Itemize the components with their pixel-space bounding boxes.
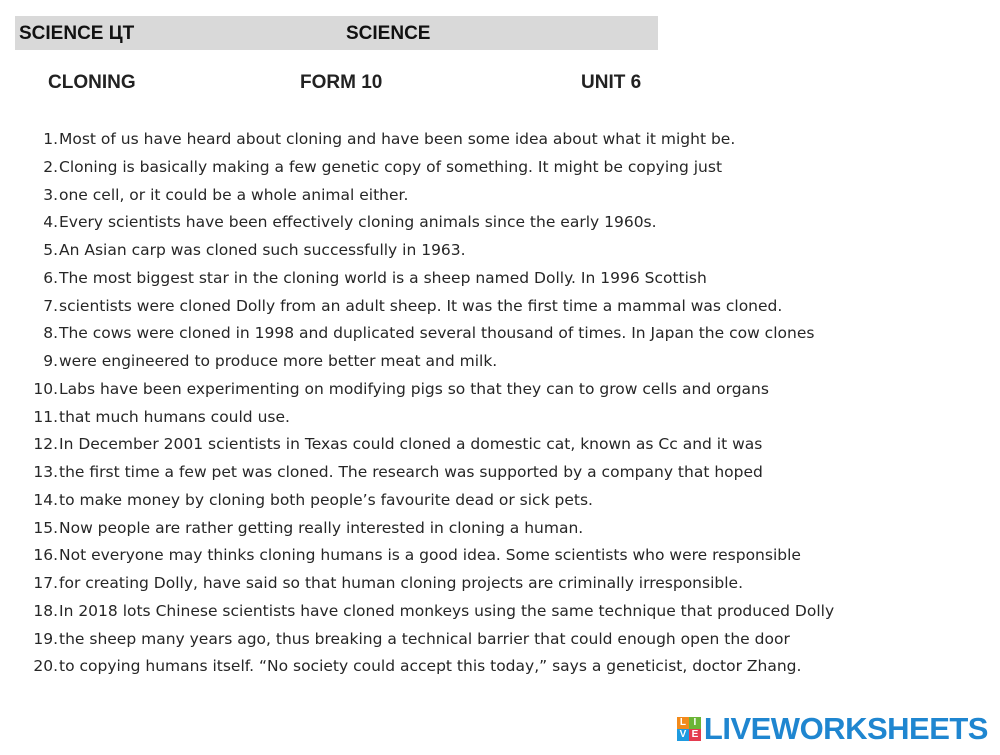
text-line[interactable] xyxy=(22,626,790,654)
unit-label: UNIT 6 xyxy=(581,72,642,93)
line-text: scientists were cloned Dolly from an adult sheep. It was the first time a mammal was cloned. xyxy=(59,296,783,315)
text-line[interactable] xyxy=(22,293,783,321)
text-line[interactable] xyxy=(22,404,290,432)
line-number: 16. xyxy=(33,546,58,565)
line-number: 1. xyxy=(43,130,58,148)
line-text: Every scientists have been effectively cloning animals since the early 1960s. xyxy=(59,213,657,232)
text-line[interactable] xyxy=(22,126,736,154)
line-text: that much humans could use. xyxy=(59,407,290,426)
line-number: 11. xyxy=(33,407,58,426)
line-number: 8. xyxy=(43,324,58,343)
text-line[interactable] xyxy=(22,154,723,182)
line-text: to copying humans itself. “No society could accept this today,” says a geneticist, doctor Zhang. xyxy=(59,657,802,676)
text-line[interactable] xyxy=(22,570,743,598)
text-line[interactable] xyxy=(22,265,707,293)
text-line[interactable] xyxy=(22,431,763,459)
logo-wordmark: LIVEWORKSHEETS xyxy=(703,711,988,746)
text-line[interactable] xyxy=(22,542,801,570)
topic-label: CLONING xyxy=(48,72,136,93)
line-text: Cloning is basically making a few genetic copy of something. It might be copying just xyxy=(59,157,723,176)
subject-title: SCIENCE ЦТ xyxy=(19,23,135,44)
text-line[interactable] xyxy=(22,320,815,348)
text-line[interactable] xyxy=(22,653,802,681)
line-text: for creating Dolly, have said so that human cloning projects are criminally irresponsible. xyxy=(59,574,743,592)
line-text: The most biggest star in the cloning world is a sheep named Dolly. In 1996 Scottish xyxy=(59,268,707,287)
badge-letter: V xyxy=(677,729,689,741)
line-text: one cell, or it could be a whole animal either. xyxy=(59,185,409,204)
line-number: 17. xyxy=(33,574,58,592)
line-number: 6. xyxy=(43,268,58,287)
live-badge-icon xyxy=(677,717,701,741)
line-number: 3. xyxy=(43,185,58,204)
line-number: 7. xyxy=(43,296,58,315)
line-number: 14. xyxy=(33,490,58,509)
badge-letter: I xyxy=(689,717,701,729)
line-text: were engineered to produce more better meat and milk. xyxy=(59,352,498,370)
line-text: the first time a few pet was cloned. The research was supported by a company that hoped xyxy=(59,463,763,481)
line-text: In 2018 lots Chinese scientists have cloned monkeys using the same technique that produced Dolly xyxy=(59,601,835,620)
header-bar xyxy=(15,16,658,50)
line-text: An Asian carp was cloned such successfully in 1963. xyxy=(59,241,466,259)
subject-title-center: SCIENCE xyxy=(346,23,431,44)
text-line[interactable] xyxy=(22,376,769,404)
line-text: The cows were cloned in 1998 and duplicated several thousand of times. In Japan the cow clones xyxy=(59,324,815,343)
line-number: 9. xyxy=(43,352,58,370)
line-number: 20. xyxy=(33,657,58,676)
text-line[interactable] xyxy=(22,459,763,487)
badge-letter: E xyxy=(689,729,701,741)
line-number: 19. xyxy=(33,629,58,648)
numbered-text-list xyxy=(22,126,835,681)
line-number: 5. xyxy=(43,241,58,259)
text-line[interactable] xyxy=(22,515,584,543)
line-number: 10. xyxy=(33,379,58,398)
line-text: Now people are rather getting really interested in cloning a human. xyxy=(59,518,584,537)
line-number: 12. xyxy=(33,435,58,454)
line-number: 2. xyxy=(43,157,58,176)
liveworksheets-logo[interactable] xyxy=(677,713,988,745)
line-text: Labs have been experimenting on modifying pigs so that they can to grow cells and organs xyxy=(59,379,769,398)
text-line[interactable] xyxy=(22,348,498,376)
line-number: 4. xyxy=(43,213,58,232)
text-line[interactable] xyxy=(22,598,835,626)
line-number: 15. xyxy=(33,518,58,537)
line-number: 13. xyxy=(33,463,58,481)
line-text: to make money by cloning both people’s favourite dead or sick pets. xyxy=(59,490,593,509)
line-text: the sheep many years ago, thus breaking a technical barrier that could enough open the door xyxy=(59,629,790,648)
text-line[interactable] xyxy=(22,237,466,265)
line-number: 18. xyxy=(33,601,58,620)
text-line[interactable] xyxy=(22,182,409,210)
form-label: FORM 10 xyxy=(300,72,383,93)
line-text: Most of us have heard about cloning and have been some idea about what it might be. xyxy=(59,130,736,148)
text-line[interactable] xyxy=(22,487,593,515)
line-text: In December 2001 scientists in Texas could cloned a domestic cat, known as Cc and it was xyxy=(59,435,763,454)
badge-letter: L xyxy=(677,717,689,729)
text-line[interactable] xyxy=(22,209,657,237)
line-text: Not everyone may thinks cloning humans is a good idea. Some scientists who were responsible xyxy=(59,546,801,565)
